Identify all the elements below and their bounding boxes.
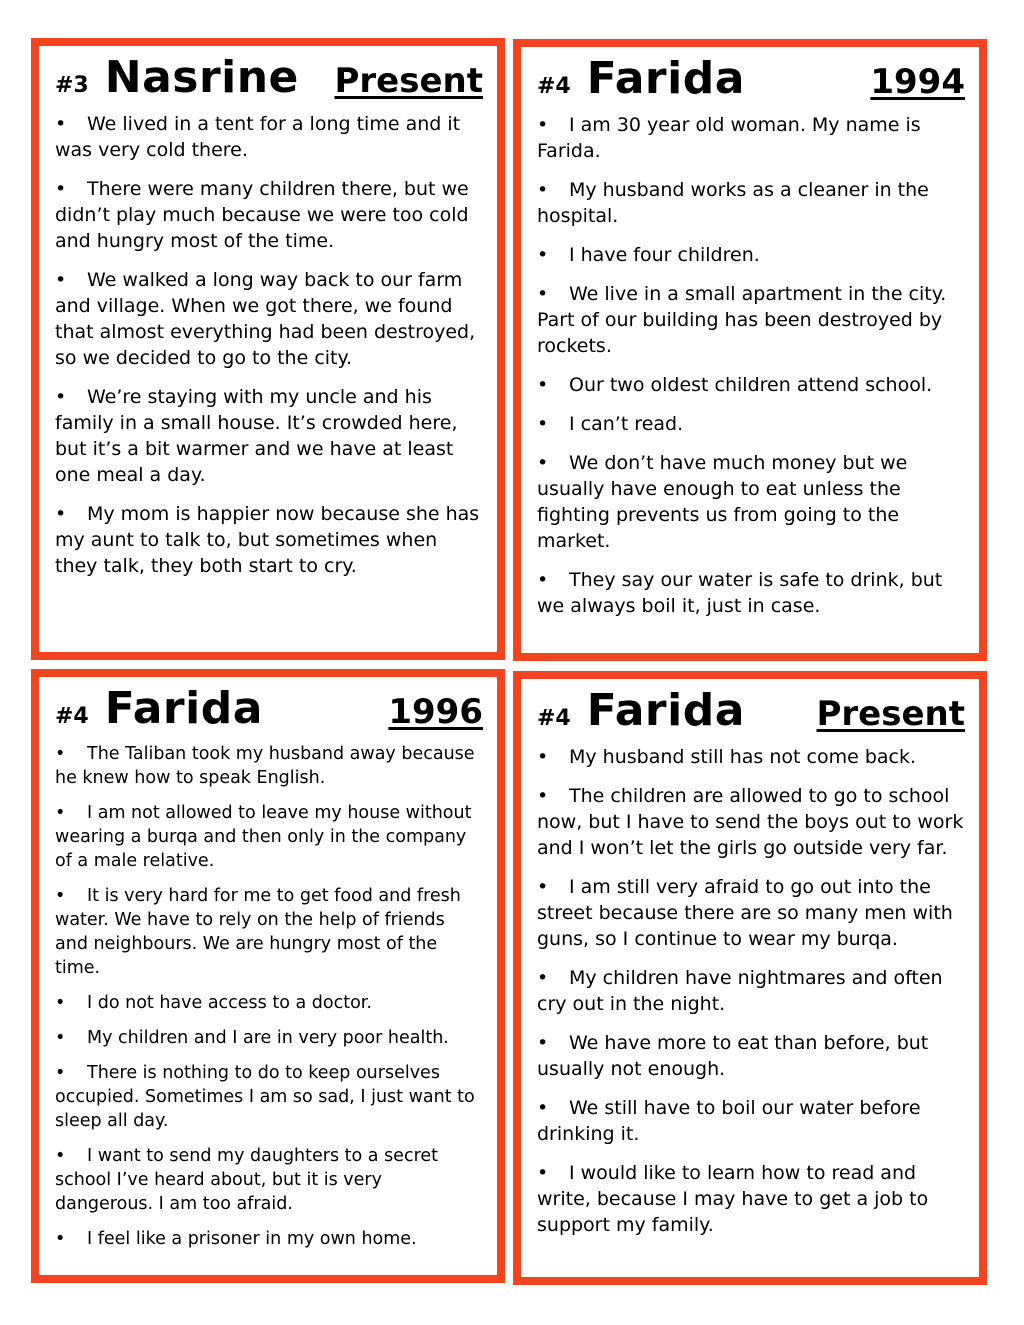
- bullet-text: I am not allowed to leave my house without wearing a burqa and then only in the company of a male relative.: [55, 803, 472, 871]
- bullet-text: We’re staying with my uncle and his family in a small house. It’s crowded here, but it’s a bit warmer and we have at least one meal a day.: [55, 386, 458, 486]
- card-nasrine-present: [31, 38, 505, 660]
- card-name: Farida: [586, 685, 745, 736]
- list-item: [537, 242, 965, 268]
- list-item: [55, 1026, 483, 1050]
- bullet-icon: •: [537, 967, 549, 989]
- list-item: [537, 1030, 965, 1082]
- bullet-icon: •: [55, 113, 67, 135]
- bullet-icon: •: [55, 744, 66, 764]
- list-item: [537, 450, 965, 554]
- card-period: Present: [816, 694, 965, 734]
- bullet-text: The children are allowed to go to school now, but I have to send the boys out to work and I won’t let the girls go outside very far.: [537, 785, 964, 859]
- list-item: [55, 267, 483, 371]
- list-item: [537, 281, 965, 359]
- bullet-text: The Taliban took my husband away because he knew how to speak English.: [55, 744, 475, 788]
- bullet-icon: •: [537, 452, 549, 474]
- bullet-icon: •: [537, 1097, 549, 1119]
- card-number: #4: [55, 704, 89, 729]
- bullet-icon: •: [55, 1146, 66, 1166]
- list-item: [537, 372, 965, 398]
- bullet-text: We lived in a tent for a long time and it was very cold there.: [55, 113, 461, 161]
- card-name: Farida: [104, 683, 263, 734]
- bullet-text: We don’t have much money but we usually have enough to eat unless the fighting prevents us from going to the market.: [537, 452, 908, 552]
- list-item: [537, 965, 965, 1017]
- bullet-list: [55, 742, 483, 1251]
- card-period: Present: [334, 61, 483, 101]
- bullet-icon: •: [537, 876, 549, 898]
- bullet-icon: •: [55, 886, 66, 906]
- list-item: [537, 1095, 965, 1147]
- card-name: Farida: [586, 53, 745, 104]
- card-header: [55, 52, 483, 103]
- bullet-text: My husband still has not come back.: [569, 746, 917, 768]
- bullet-text: They say our water is safe to drink, but we always boil it, just in case.: [537, 569, 943, 617]
- card-number: #3: [55, 73, 89, 98]
- list-item: [537, 112, 965, 164]
- list-item: [55, 884, 483, 980]
- bullet-text: I have four children.: [569, 244, 760, 266]
- list-item: [537, 177, 965, 229]
- bullet-icon: •: [537, 244, 549, 266]
- bullet-icon: •: [537, 1032, 549, 1054]
- list-item: [55, 1061, 483, 1133]
- bullet-icon: •: [537, 374, 549, 396]
- card-number: #4: [537, 74, 571, 99]
- list-item: [55, 501, 483, 579]
- card-header: [537, 685, 965, 736]
- list-item: [55, 176, 483, 254]
- card-period: 1994: [870, 62, 965, 102]
- list-item: [537, 783, 965, 861]
- card-number: #4: [537, 706, 571, 731]
- bullet-icon: •: [537, 746, 549, 768]
- bullet-text: My children and I are in very poor health.: [87, 1028, 449, 1048]
- bullet-text: My mom is happier now because she has my aunt to talk to, but sometimes when they talk, they both start to cry.: [55, 503, 480, 577]
- bullet-list: [55, 111, 483, 579]
- bullet-icon: •: [55, 269, 67, 291]
- bullet-list: [537, 744, 965, 1238]
- bullet-text: I am 30 year old woman. My name is Farida.: [537, 114, 921, 162]
- list-item: [55, 384, 483, 488]
- bullet-text: We live in a small apartment in the city. Part of our building has been destroyed by rockets.: [537, 283, 947, 357]
- bullet-icon: •: [55, 1028, 66, 1048]
- bullet-icon: •: [537, 283, 549, 305]
- card-farida-1996: [31, 669, 505, 1283]
- list-item: [55, 801, 483, 873]
- bullet-text: I am still very afraid to go out into the street because there are so many men with guns, so I continue to wear my burqa.: [537, 876, 953, 950]
- list-item: [537, 874, 965, 952]
- bullet-icon: •: [55, 503, 67, 525]
- bullet-text: There were many children there, but we didn’t play much because we were too cold and hungry most of the time.: [55, 178, 469, 252]
- bullet-text: I can’t read.: [569, 413, 684, 435]
- bullet-icon: •: [537, 1162, 549, 1184]
- list-item: [537, 411, 965, 437]
- bullet-text: I feel like a prisoner in my own home.: [87, 1229, 417, 1249]
- bullet-icon: •: [537, 179, 549, 201]
- bullet-icon: •: [55, 1063, 66, 1083]
- list-item: [55, 111, 483, 163]
- bullet-icon: •: [537, 569, 549, 591]
- bullet-text: My children have nightmares and often cry out in the night.: [537, 967, 943, 1015]
- list-item: [55, 742, 483, 790]
- bullet-text: There is nothing to do to keep ourselves occupied. Sometimes I am so sad, I just want to sleep all day.: [55, 1063, 475, 1131]
- card-header: [537, 53, 965, 104]
- list-item: [537, 1160, 965, 1238]
- bullet-icon: •: [55, 1229, 66, 1249]
- bullet-icon: •: [55, 993, 66, 1013]
- list-item: [55, 1144, 483, 1216]
- bullet-icon: •: [55, 178, 67, 200]
- bullet-text: I want to send my daughters to a secret school I’ve heard about, but it is very dangerous. I am too afraid.: [55, 1146, 439, 1214]
- bullet-text: I would like to learn how to read and write, because I may have to get a job to support my family.: [537, 1162, 929, 1236]
- bullet-text: My husband works as a cleaner in the hospital.: [537, 179, 929, 227]
- bullet-icon: •: [537, 413, 549, 435]
- bullet-icon: •: [55, 803, 66, 823]
- bullet-icon: •: [55, 386, 67, 408]
- bullet-list: [537, 112, 965, 619]
- bullet-text: We walked a long way back to our farm and village. When we got there, we found that almost everything had been destroyed, so we decided to go to the city.: [55, 269, 476, 369]
- bullet-text: We have more to eat than before, but usually not enough.: [537, 1032, 929, 1080]
- bullet-text: I do not have access to a doctor.: [87, 993, 372, 1013]
- bullet-text: Our two oldest children attend school.: [569, 374, 933, 396]
- list-item: [55, 1227, 483, 1251]
- list-item: [537, 567, 965, 619]
- bullet-icon: •: [537, 785, 549, 807]
- list-item: [537, 744, 965, 770]
- list-item: [55, 991, 483, 1015]
- bullet-text: We still have to boil our water before drinking it.: [537, 1097, 921, 1145]
- card-header: [55, 683, 483, 734]
- card-name: Nasrine: [104, 52, 299, 103]
- card-farida-present: [513, 671, 987, 1285]
- bullet-icon: •: [537, 114, 549, 136]
- card-farida-1994: [513, 39, 987, 661]
- card-period: 1996: [388, 692, 483, 732]
- bullet-text: It is very hard for me to get food and fresh water. We have to rely on the help of friends and neighbours. We are hungry most of the time.: [55, 886, 461, 978]
